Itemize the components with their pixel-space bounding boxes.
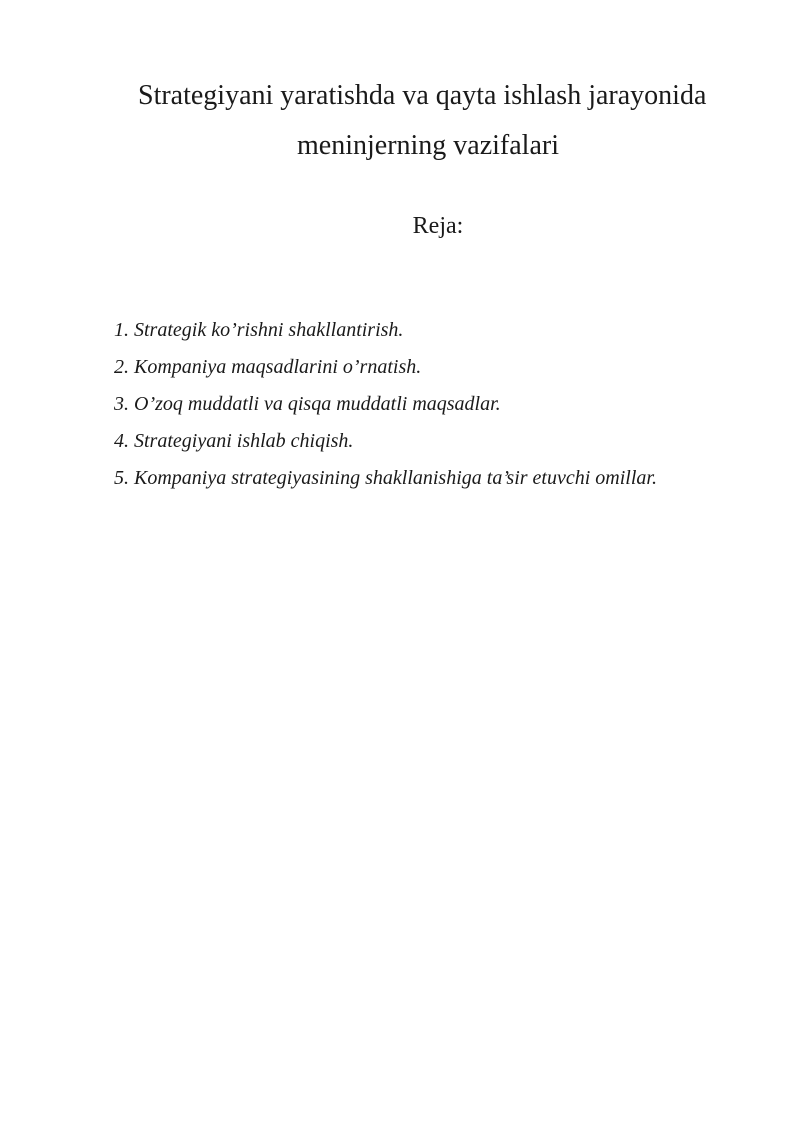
plan-item-text: Strategiyani ishlab chiqish.	[134, 430, 354, 452]
plan-item	[114, 465, 657, 502]
plan-item-text: Kompaniya maqsadlarini o’rnatish.	[134, 356, 422, 378]
plan-item-number: 4.	[114, 430, 129, 452]
plan-item-text: Kompaniya strategiyasining shakllanishiga ta’sir etuvchi omillar.	[134, 467, 657, 489]
document-title-line-2: meninjerning vazifalari	[297, 130, 559, 161]
plan-item	[114, 317, 657, 354]
plan-item	[114, 354, 657, 391]
plan-item	[114, 391, 657, 428]
document-title-line-1: Strategiyani yaratishda va qayta ishlash jarayonida	[138, 80, 707, 111]
plan-item-number: 5.	[114, 467, 129, 489]
plan-item-number: 1.	[114, 319, 129, 341]
plan-list	[114, 317, 657, 502]
plan-item-number: 3.	[114, 393, 129, 415]
plan-item-text: Strategik ko’rishni shakllantirish.	[134, 319, 404, 341]
plan-heading: Reja:	[412, 213, 464, 239]
plan-item-text: O’zoq muddatli va qisqa muddatli maqsadlar.	[134, 393, 501, 415]
plan-item	[114, 428, 657, 465]
plan-item-number: 2.	[114, 356, 129, 378]
